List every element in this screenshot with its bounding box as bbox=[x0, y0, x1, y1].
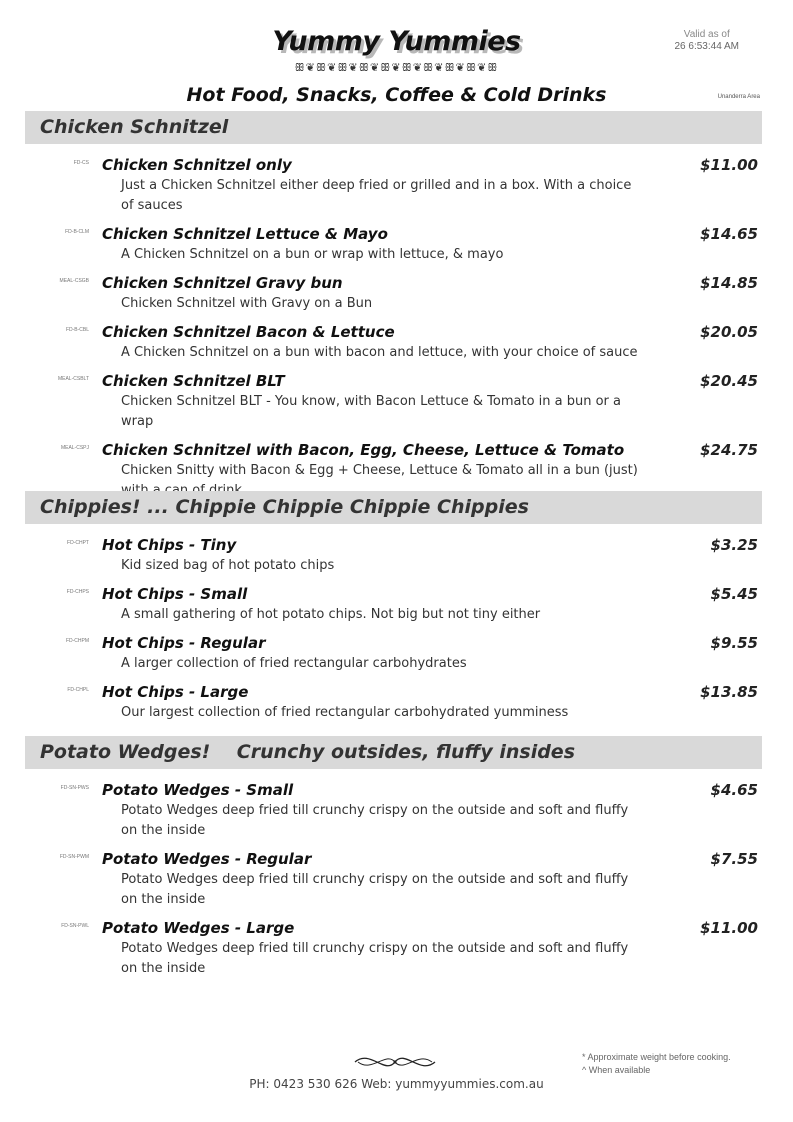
item-price: $11.00 bbox=[700, 156, 758, 174]
item-code: FD-CS bbox=[73, 160, 89, 166]
item-description: Potato Wedges deep fried till crunchy crispy on the outside and soft and fluffy on the inside bbox=[121, 872, 629, 907]
section-title: Chippies! ... Chippie Chippie Chippie Chippies bbox=[25, 491, 762, 524]
item-description: Chicken Schnitzel BLT - You know, with Bacon Lettuce & Tomato in a bun or a wrap bbox=[121, 394, 621, 429]
brand-title: Yummy Yummies bbox=[272, 26, 521, 57]
menu-item[interactable] bbox=[0, 273, 793, 314]
item-name: Potato Wedges - Small bbox=[102, 781, 294, 799]
footer-notes bbox=[582, 1051, 731, 1077]
section-chicken-schnitzel bbox=[0, 111, 793, 509]
item-code: FD-CHPM bbox=[65, 638, 89, 644]
valid-time: 26 6:53:44 AM bbox=[674, 41, 739, 52]
area-label: Unanderra Area bbox=[717, 94, 760, 100]
item-name: Potato Wedges - Regular bbox=[102, 850, 312, 868]
item-name: Hot Chips - Large bbox=[102, 683, 249, 701]
item-price: $24.75 bbox=[700, 441, 758, 459]
item-price: $3.25 bbox=[710, 536, 758, 554]
item-description: A small gathering of hot potato chips. Not big but not tiny either bbox=[121, 607, 541, 622]
item-description: Potato Wedges deep fried till crunchy crispy on the outside and soft and fluffy on the inside bbox=[121, 941, 629, 976]
menu-item[interactable] bbox=[0, 224, 793, 265]
menu-item[interactable] bbox=[0, 682, 793, 723]
valid-as-of bbox=[675, 29, 740, 53]
item-code: FD-SN-PWM bbox=[59, 854, 89, 860]
item-code: FD-SN-PWL bbox=[61, 923, 89, 929]
item-description: Our largest collection of fried rectangular carbohydrated yumminess bbox=[121, 705, 569, 720]
item-description: Just a Chicken Schnitzel either deep fried or grilled and in a box. With a choice of sauces bbox=[121, 178, 632, 213]
item-name: Hot Chips - Tiny bbox=[102, 536, 237, 554]
section-title: Chicken Schnitzel bbox=[25, 111, 762, 144]
item-name: Chicken Schnitzel Gravy bun bbox=[102, 274, 343, 292]
section-chippies bbox=[0, 491, 793, 731]
item-price: $14.85 bbox=[700, 274, 758, 292]
item-name: Hot Chips - Regular bbox=[102, 634, 266, 652]
item-name: Chicken Schnitzel with Bacon, Egg, Cheese, Lettuce & Tomato bbox=[102, 441, 625, 459]
item-code: MEAL-CSGB bbox=[59, 278, 89, 284]
note-availability: ^ When available bbox=[582, 1065, 651, 1075]
item-description: Potato Wedges deep fried till crunchy crispy on the outside and soft and fluffy on the inside bbox=[121, 803, 629, 838]
menu-header bbox=[0, 0, 793, 112]
item-code: FD-B-CBL bbox=[65, 327, 89, 333]
valid-label: Valid as of bbox=[683, 29, 730, 40]
menu-subtitle: Hot Food, Snacks, Coffee & Cold Drinks bbox=[186, 84, 607, 106]
item-code: FD-B-CLM bbox=[65, 229, 89, 235]
item-price: $7.55 bbox=[710, 850, 758, 868]
item-name: Hot Chips - Small bbox=[102, 585, 248, 603]
item-name: Chicken Schnitzel Bacon & Lettuce bbox=[102, 323, 395, 341]
section-potato-wedges bbox=[0, 736, 793, 987]
menu-item[interactable] bbox=[0, 371, 793, 432]
menu-item[interactable] bbox=[0, 535, 793, 576]
item-price: $11.00 bbox=[700, 919, 758, 937]
item-price: $4.65 bbox=[710, 781, 758, 799]
item-price: $20.05 bbox=[700, 323, 758, 341]
item-description: Chicken Snitty with Bacon & Egg + Cheese, Lettuce & Tomato all in a bun (just) bbox=[121, 463, 638, 478]
flourish-ornament-icon: ꕥ❦ꕥ❦ꕥ❦ꕥ❦ꕥ❦ꕥ❦ꕥ❦ꕥ❦ꕥ❦ꕥ bbox=[294, 61, 499, 74]
item-code: MEAL-CSPJ bbox=[60, 445, 89, 451]
menu-item[interactable] bbox=[0, 849, 793, 910]
menu-item[interactable] bbox=[0, 155, 793, 216]
item-name: Chicken Schnitzel only bbox=[102, 156, 292, 174]
item-price: $9.55 bbox=[710, 634, 758, 652]
menu-item[interactable] bbox=[0, 322, 793, 363]
menu-item[interactable] bbox=[0, 633, 793, 674]
item-price: $13.85 bbox=[700, 683, 758, 701]
item-description: Chicken Schnitzel with Gravy on a Bun bbox=[121, 296, 373, 311]
item-name: Potato Wedges - Large bbox=[102, 919, 295, 937]
swirl-ornament-icon bbox=[350, 1049, 440, 1075]
section-title: Potato Wedges! Crunchy outsides, fluffy insides bbox=[25, 736, 762, 769]
item-code: FD-CHPT bbox=[67, 540, 89, 546]
menu-item[interactable] bbox=[0, 918, 793, 979]
item-code: FD-CHPS bbox=[66, 589, 89, 595]
note-weight: * Approximate weight before cooking. bbox=[582, 1052, 731, 1062]
item-description: A larger collection of fried rectangular carbohydrates bbox=[121, 656, 467, 671]
item-description: A Chicken Schnitzel on a bun or wrap with lettuce, & mayo bbox=[121, 247, 504, 262]
item-code: FD-CHPL bbox=[67, 687, 89, 693]
item-description: A Chicken Schnitzel on a bun with bacon and lettuce, with your choice of sauce bbox=[121, 345, 638, 360]
item-code: MEAL-CSBLT bbox=[57, 376, 89, 382]
item-price: $14.65 bbox=[700, 225, 758, 243]
item-name: Chicken Schnitzel BLT bbox=[102, 372, 285, 390]
footer-contact: PH: 0423 530 626 Web: yummyyummies.com.au bbox=[249, 1077, 544, 1091]
item-price: $20.45 bbox=[700, 372, 758, 390]
item-code: FD-SN-PWS bbox=[60, 785, 89, 791]
menu-item[interactable] bbox=[0, 584, 793, 625]
item-price: $5.45 bbox=[710, 585, 758, 603]
item-name: Chicken Schnitzel Lettuce & Mayo bbox=[102, 225, 388, 243]
menu-item[interactable] bbox=[0, 780, 793, 841]
item-description: Kid sized bag of hot potato chips bbox=[121, 558, 335, 573]
